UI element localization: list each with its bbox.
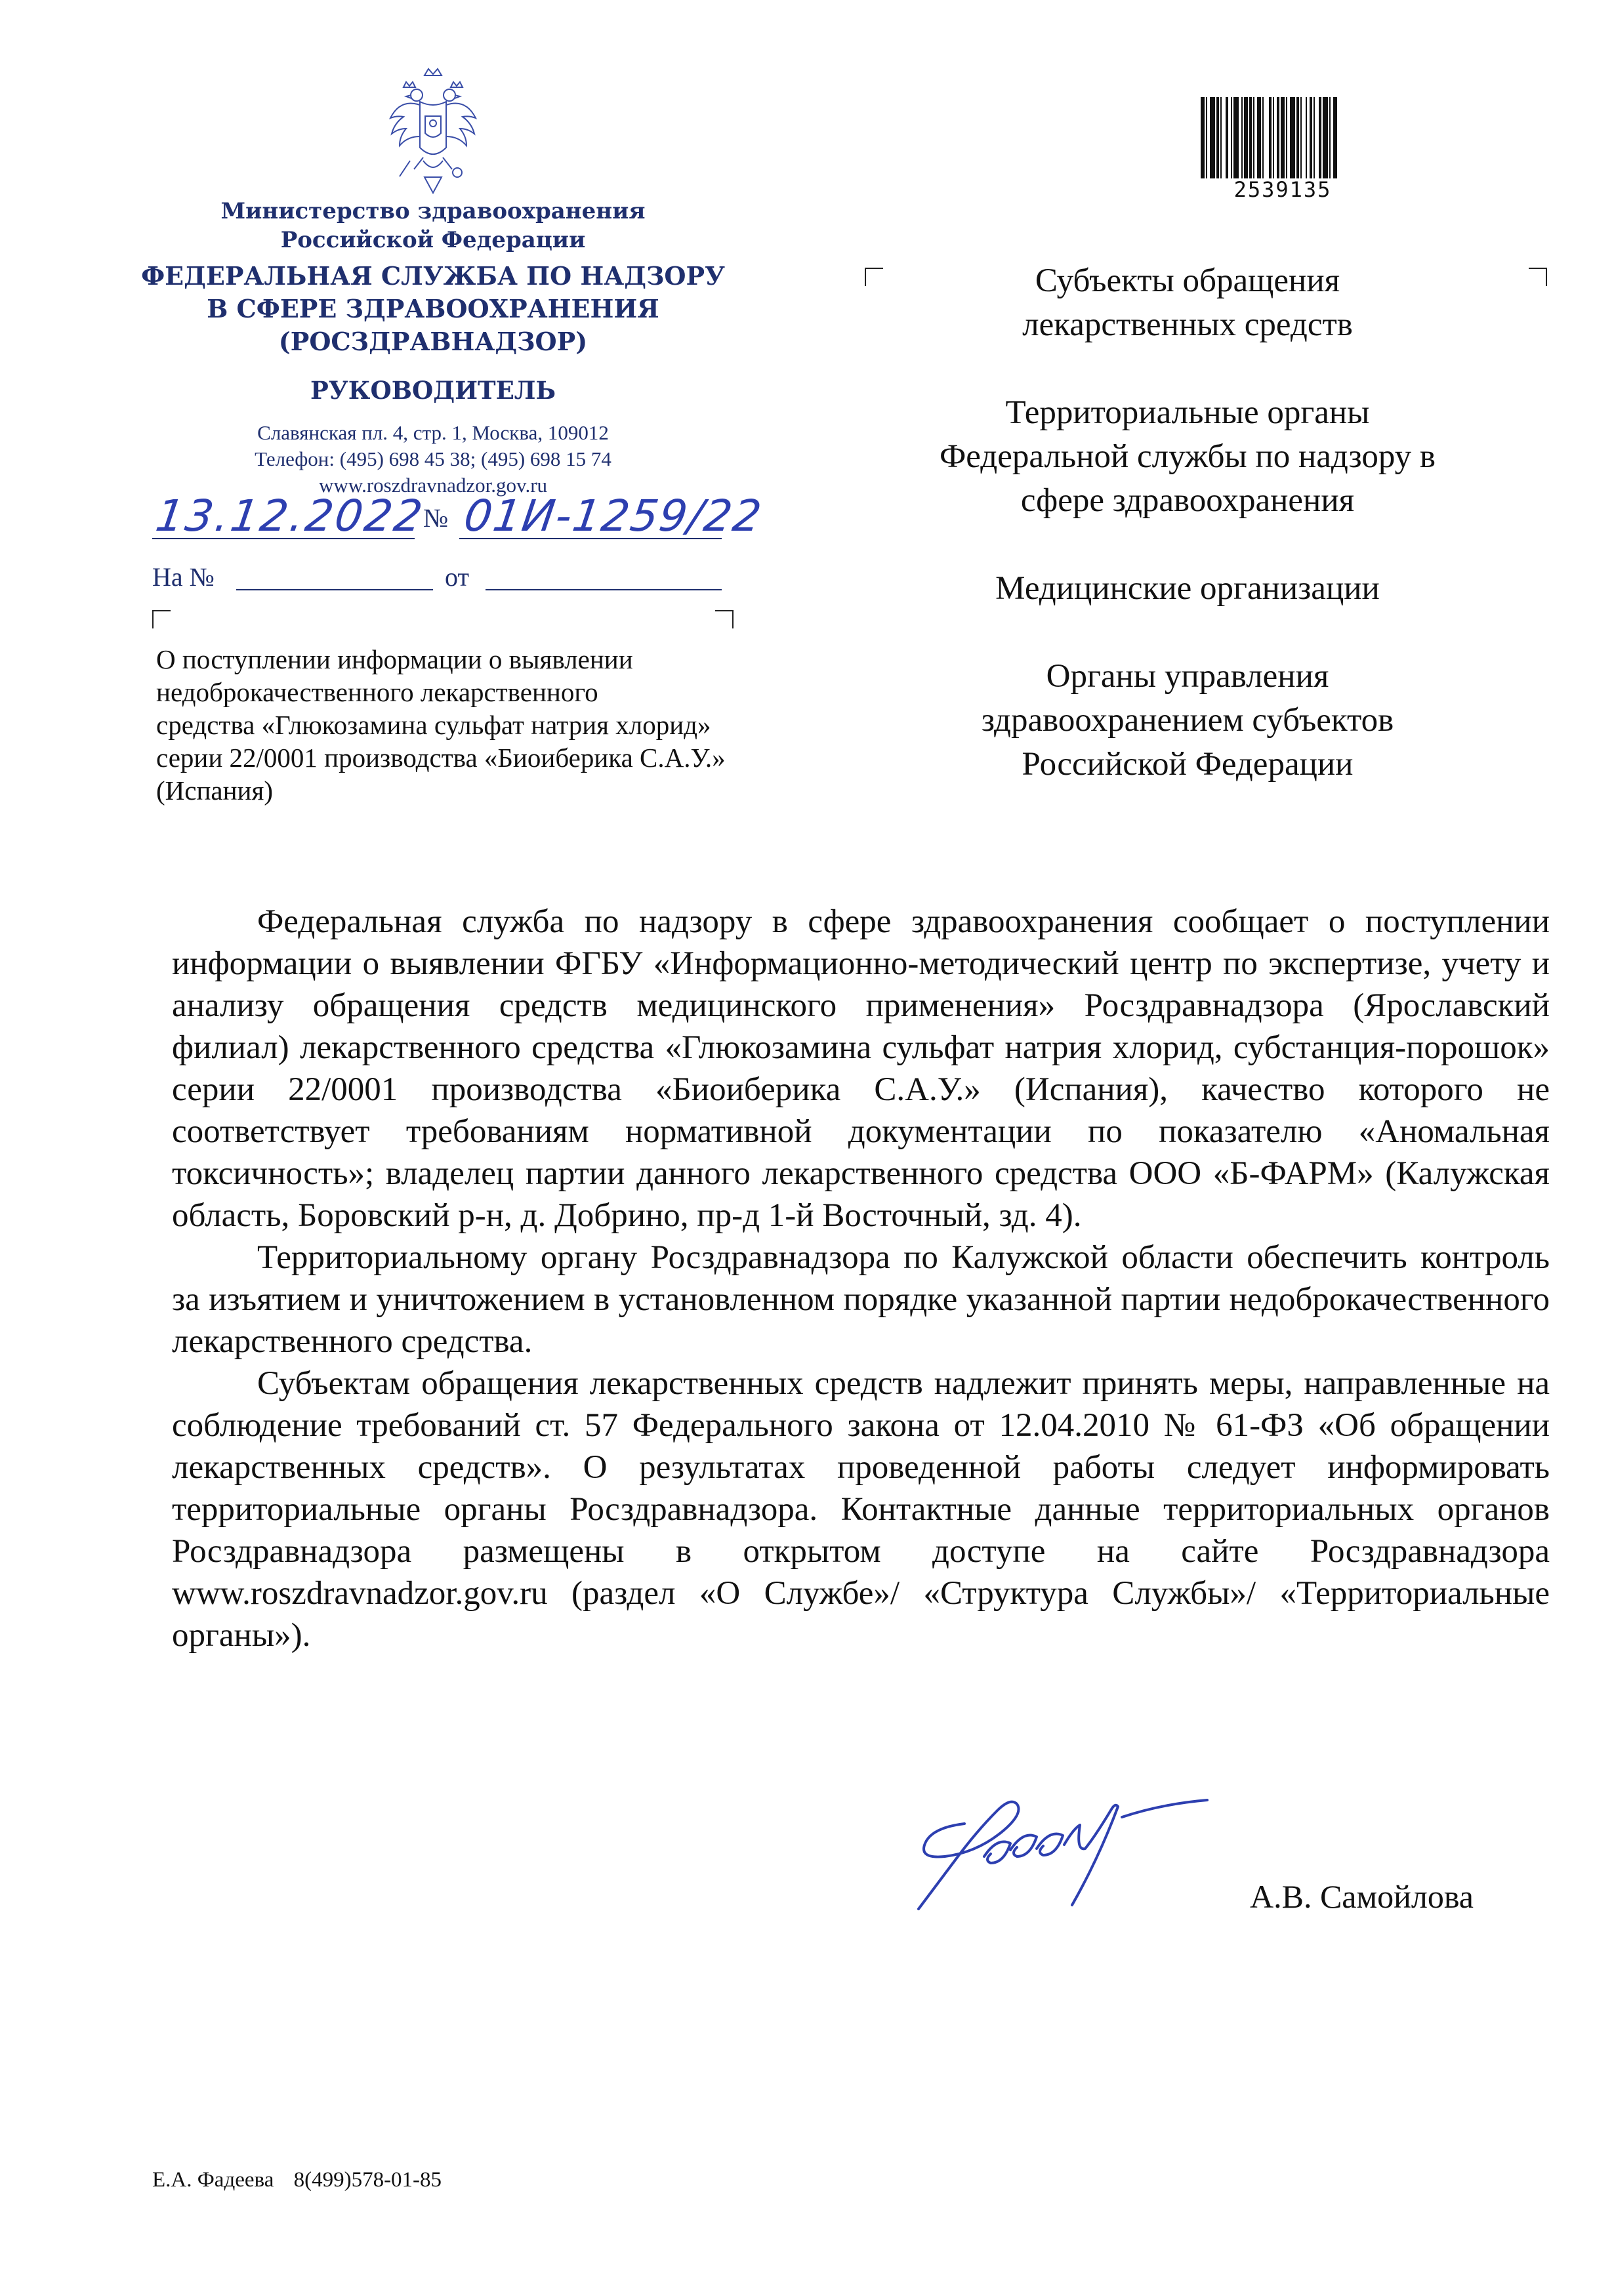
reply-date-label: от	[445, 562, 469, 592]
registration-number-sign: №	[423, 503, 449, 533]
barcode-bar	[1206, 97, 1207, 178]
executor-info	[152, 2168, 442, 2192]
letterhead-contacts	[157, 420, 709, 499]
subject-line: (Испания)	[156, 775, 273, 806]
barcode-bar	[1220, 97, 1222, 178]
registration-date: 13.12.2022	[152, 491, 428, 541]
phone: Телефон: (495) 698 45 38; (495) 698 15 74	[255, 447, 611, 470]
ministry-line-1: Министерство здравоохранения	[220, 198, 646, 224]
barcode-bar	[1241, 97, 1243, 178]
recipient-line: здравоохранением субъектов	[981, 702, 1394, 739]
barcode-bar	[1319, 97, 1321, 178]
recipients-list	[859, 259, 1516, 787]
subject-line: О поступлении информации о выявлении	[156, 644, 633, 674]
barcode-bar	[1269, 97, 1272, 178]
reply-number-blank	[236, 589, 433, 590]
recipient-line: лекарственных средств	[1022, 306, 1353, 343]
website: www.roszdravnadzor.gov.ru	[318, 474, 548, 497]
barcode-bar	[1210, 97, 1215, 178]
ministry-line-2: Российской Федерации	[280, 227, 586, 253]
recipient-line: Медицинские организации	[995, 570, 1380, 607]
service-line-2: В СФЕРЕ ЗДРАВООХРАНЕНИЯ	[207, 294, 659, 323]
barcode-bar	[1216, 97, 1219, 178]
body-paragraph: Территориальному органу Росздравнадзора по Калужской области обеспечить контроль за изъятием и уничтожением в установленном порядке указанной партии недоброкачественного лекарственного средства.	[172, 1239, 1550, 1360]
subject-line: недоброкачественного лекарственного	[156, 677, 598, 707]
barcode-bar	[1300, 97, 1302, 178]
letter-subject	[156, 643, 825, 807]
body-paragraph: Субъектам обращения лекарственных средств надлежит принять меры, направленные на соблюдение требований ст. 57 Федерального закона от 12.04.2010 № 61-ФЗ «Об обращении лекарственных средств». О результатах проведенной работы следует информировать территориальные органы Росздравнадзора. Контактные данные территориальных органов Росздравнадзора размещены в открытом доступе на сайте Росздравнадзора www.roszdravnadzor.gov.ru (раздел «О Службе»/ «Структура Службы»/ «Территориальные органы»).	[172, 1365, 1550, 1654]
recipient-line: Федеральной службы по надзору в	[940, 438, 1436, 475]
barcode-bar	[1226, 97, 1228, 178]
barcode-bar	[1306, 97, 1307, 178]
barcode-bar	[1281, 97, 1285, 178]
recipient-line: Российской Федерации	[1022, 746, 1354, 783]
barcode-bar	[1329, 97, 1331, 178]
executor-name: Е.А. Фадеева	[152, 2168, 274, 2192]
barcode-bar	[1286, 97, 1287, 178]
number-underline	[459, 538, 722, 539]
ministry-name	[164, 197, 702, 255]
barcode-bar	[1314, 97, 1315, 178]
registration-number: 01И-1259/22	[461, 491, 766, 541]
reply-date-blank	[486, 589, 722, 590]
service-line-1: ФЕДЕРАЛЬНАЯ СЛУЖБА ПО НАДЗОРУ	[141, 261, 725, 291]
barcode-bar	[1333, 97, 1337, 178]
barcode-bar	[1323, 97, 1328, 178]
handwritten-signature-icon	[892, 1771, 1312, 1929]
barcode-bar	[1249, 97, 1252, 178]
recipient-line: Органы управления	[1046, 658, 1329, 695]
barcode-bar	[1273, 97, 1274, 178]
service-name	[131, 260, 735, 358]
signer-name: А.В. Самойлова	[1250, 1878, 1474, 1915]
subject-line: средства «Глюкозамина сульфат натрия хлорид»	[156, 710, 711, 740]
recipient-line: Территориальные органы	[1005, 394, 1370, 431]
executor-phone: 8(499)578-01-85	[293, 2168, 442, 2192]
barcode-bar	[1296, 97, 1299, 178]
recipient-line: Субъекты обращения	[1035, 262, 1340, 299]
barcode-bar	[1231, 97, 1232, 178]
barcode-bar	[1290, 97, 1295, 178]
subject-corner-right	[715, 610, 734, 628]
barcode-bar	[1262, 97, 1264, 178]
barcode-number: 2539135	[1233, 177, 1332, 202]
head-title: РУКОВОДИТЕЛЬ	[310, 376, 556, 405]
barcode-bar	[1277, 97, 1279, 178]
barcode-icon	[1201, 97, 1365, 178]
recipient	[859, 567, 1516, 611]
barcode-bar	[1244, 97, 1248, 178]
recipient	[859, 655, 1516, 787]
address: Славянская пл. 4, стр. 1, Москва, 109012	[257, 421, 609, 444]
barcode-bar	[1253, 97, 1254, 178]
reply-number-label: На №	[152, 562, 215, 592]
subject-line: серии 22/0001 производства «Биоиберика С.А.У.»	[156, 743, 726, 773]
barcode-bar	[1201, 97, 1205, 178]
service-line-3: (РОСЗДРАВНАДЗОР)	[278, 327, 588, 356]
date-underline	[152, 538, 415, 539]
recipients-corner-right	[1529, 268, 1547, 286]
subject-corner-left	[152, 610, 171, 628]
barcode-bar	[1310, 97, 1312, 178]
barcode-bar	[1233, 97, 1239, 178]
recipient	[859, 259, 1516, 347]
body-paragraph: Федеральная служба по надзору в сфере здравоохранения сообщает о поступлении информации о выявлении ФГБУ «Информационно-методический центр по экспертизе, учету и анализу обращения средств медицинского применения» Росздравнадзора (Ярославский филиал) лекарственного средства «Глюкозамина сульфат натрия хлорид, субстанция-порошок» серии 22/0001 производства «Биоиберика С.А.У.» (Испания), качество которого не соответствует требованиям нормативной документации по показателю «Аномальная токсичность»; владелец партии данного лекарственного средства ООО «Б-ФАРМ» (Калужская область, Боровский р-н, д. Добрино, пр-д 1-й Восточный, зд. 4).	[172, 903, 1550, 1234]
coat-of-arms-icon	[384, 62, 482, 200]
letter-body	[172, 901, 1550, 1656]
recipient-line: сфере здравоохранения	[1020, 482, 1355, 519]
recipient	[859, 391, 1516, 523]
barcode-bar	[1257, 97, 1261, 178]
